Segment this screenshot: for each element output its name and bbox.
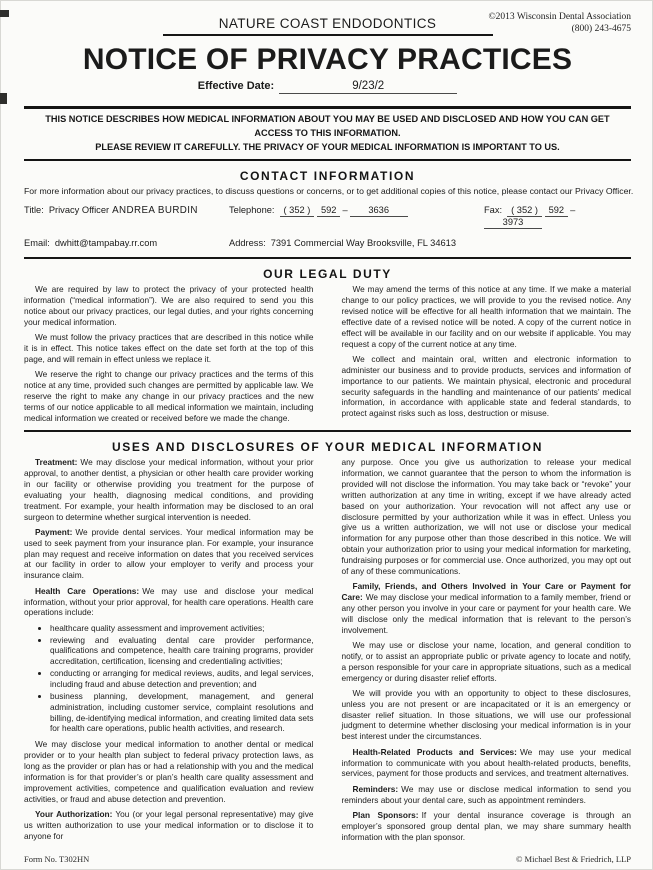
copyright-line: ©2013 Wisconsin Dental Association [488,12,631,22]
paragraph-label: Payment: [35,526,73,537]
fax-field [484,205,631,229]
effective-date-label: Effective Date: [197,80,275,92]
fax-area: ( 352 ) [507,205,542,217]
paragraph: We must follow the privacy practices that are described in this notice while it is in effect. This notice takes effect on the date set forth at the top of this page, and will remain in effect unless we replace it. [24,332,314,365]
email-label: Email: [24,238,50,249]
contact-section [24,161,634,259]
list-item: • business planning, development, management, and general administration, including customer service, complaint resolutions and billing, de-identifying medical information, and creating limited data sets for health care operations, public health activities, and research. [50,691,314,734]
address-value: 7391 Commercial Way Brooksville, FL 34613 [270,238,457,249]
header [24,8,631,100]
paragraph-text: If your dental insurance coverage is through an employer’s sponsored group dental plan, we may share summary health information with the plan sponsor. [341,809,631,842]
paragraph [24,809,314,842]
practice-name: NATURE COAST ENDODONTICS [163,16,493,36]
contact-row-1 [24,205,631,229]
email-value: dwhitt@tampabay.rr.com [54,238,158,249]
uses-section [24,432,631,847]
list-item: • reviewing and evaluating dental care provider performance, qualifications and competence, health care training programs, provider accreditation, certification, licensing and credentialing activities; [50,635,314,668]
title-role: Privacy Officer [48,205,110,216]
paragraph [342,747,632,780]
notice-banner-line2: PLEASE REVIEW IT CAREFULLY. THE PRIVACY OF YOUR MEDICAL INFORMATION IS IMPORTANT TO US. [95,141,560,152]
paragraph-label: Treatment: [35,457,78,468]
operations-bullet-list [39,623,314,735]
telephone-area: ( 352 ) [280,205,315,217]
paragraph [342,810,632,843]
paragraph [342,457,632,576]
paragraph: We reserve the right to change our privacy practices and the terms of this notice at any time, provided such changes are permitted by applicable law. We reserve the right to make any change in our privacy practices and the new terms of our notice applicable to all medical information we maintain, including medical information we created or received before we made the change. [24,369,314,423]
fax-prefix: 592 [545,205,569,217]
paragraph-text: We may use your medical information to communicate with you about health-related products, benefits, services, payment for those products and services, and treatment alternatives. [341,746,631,779]
scan-artifact [0,10,9,17]
paragraph-text: We may disclose your medical information to another dental or medical provider or to your health plan subject to federal privacy protection laws, as long as the provider or plan has or had a relationship with you and the medical information is for that provider’s or plan’s health care quality assessment and improvement activities, competence and qualification evaluation and review activities, or fraud and abuse detection and prevention. [24,739,314,804]
paragraph [342,581,632,635]
notice-banner [24,106,631,161]
legal-duty-right-column [342,284,632,428]
paragraph: We are required by law to protect the privacy of your protected health information (“medical information”). We are also required to send you this notice about our privacy practices, our legal duties, and your rights concerning your medical information. [24,284,314,327]
paragraph-text: We may use or disclose medical information to send you reminders about your dental care, such as appointment reminders. [341,783,631,805]
fax-label: Fax: [484,205,503,216]
paragraph-label: Plan Sponsors: [352,809,419,820]
legal-duty-heading: OUR LEGAL DUTY [263,267,392,282]
address-field [229,238,484,248]
legal-duty-section [24,259,631,432]
list-item: • healthcare quality assessment and improvement activities; [50,623,314,634]
contact-heading: CONTACT INFORMATION [239,169,416,184]
effective-date-value: 9/23/2 [279,80,457,94]
uses-columns [24,457,631,847]
telephone-label: Telephone: [229,205,275,216]
paragraph-text: We provide dental services. Your medical information may be used to seek payment from your insurance plan. For example, your insurance plan may request and receive information on dates that you received services at our facility in order to allow your employer to verify and process your insurance claim. [24,526,314,581]
telephone-prefix: 592 [317,205,341,217]
address-label: Address: [229,238,266,249]
paragraph-text: You (or your legal personal representative) may give us written authorization to use your medical information or to disclose it to anyone for [24,808,314,841]
paragraph [342,688,632,742]
notice-banner-line1: THIS NOTICE DESCRIBES HOW MEDICAL INFORMATION ABOUT YOU MAY BE USED AND DISCLOSED AND HOW YOU CAN GET ACCESS TO THIS INFORMATION. [45,114,610,138]
paragraph-text: We may disclose your medical information to a family member, friend or any other person you involve in your care or payment for your health care. We will disclose only the medical information that is relevant to the person’s involvement. [341,592,631,635]
title-label: Title: [24,205,44,216]
paragraph [24,457,314,522]
paragraph: We may amend the terms of this notice at any time. If we make a material change to our policy practices, we will provide to you the revised notice. Any revised notice will be effective for all health information that we maintain. The effective date of a revised notice will be noted. A copy of the current notice in effect will be available in our facility and on our website if applicable. You may request a copy of the current notice at any time. [341,284,631,349]
paragraph-text: We may use and disclose your medical information, without your prior approval, for health care operations. Health care operations include: [24,585,314,618]
paragraph [24,586,314,619]
scan-artifact [0,93,7,104]
paragraph-label: Health-Related Products and Services: [352,746,517,757]
telephone-line: 3636 [350,205,408,217]
paragraph [24,527,314,581]
association-copyright [488,11,631,36]
footer-copyright: © Michael Best & Friedrich, LLP [515,854,631,864]
telephone-field [229,205,484,217]
fax-dash: – [570,205,576,216]
legal-duty-left-column [24,284,314,428]
contact-row-2 [24,238,631,248]
copyright-phone: (800) 243-4675 [571,24,631,35]
paragraph-text: We will provide you with an opportunity to object to these disclosures, unless you are not present or are incapacitated or it is an emergency or disaster relief situation. In those situations, we will use our professional judgment to determine whether disclosing your medical information is in your best interest under the circumstances. [341,687,631,742]
paragraph: We collect and maintain oral, written and electronic information to administer our business and to provide products, services and information of importance to our patients. We maintain physical, electronic and procedural security safeguards in the handling and maintenance of our patients’ medical information, in accordance with applicable state and federal standards, to protect against risks such as loss, destruction or misuse. [341,354,631,419]
list-item: • conducting or arranging for medical reviews, audits, and legal services, including fraud and abuse detection and prevention; and [50,668,314,690]
uses-left-column [24,457,314,847]
page-title: NOTICE OF PRIVACY PRACTICES [82,43,573,76]
paragraph [342,640,632,683]
uses-right-column [342,457,632,847]
paragraph-text: any purpose. Once you give us authorization to release your medical information, we cannot guarantee that the person to whom the information is provided will not disclose the information. You may take back or “revoke” your written authorization at any time in writing, except if we have already acted based on your authorization. Your revocation will not affect any use or disclosure permitted by your authorization while it was in effect. Unless you give us a written authorization, we will not use or disclose your medical information for any purpose other than those described in this notice. We will obtain your authorization prior to using your medical information for marketing, fundraising purposes or for commercial use. Once authorized, you may opt out of any of these communications. [341,457,631,576]
paragraph-text: We may disclose your medical information, without your prior approval, to another dentist, a physician or other health care provider working in our facility or otherwise providing you treatment for the purpose of evaluating your health, diagnosing medical conditions, and providing treatment. For example, your health information may be disclosed to an oral surgeon to determine whether surgical intervention is needed. [24,457,314,522]
email-field [24,238,229,248]
paragraph-label: Health Care Operations: [35,585,140,596]
footer [24,851,631,864]
paragraph-label: Reminders: [352,783,399,794]
form-number: Form No. T302HN [24,854,90,864]
paragraph-label: Family, Friends, and Others Involved in Your Care or Payment for Care: [341,581,631,603]
legal-duty-columns [24,284,631,428]
paragraph-text: We may use or disclose your name, location, and general condition to notify, or to assist an appropriate public or private agency to locate and notify, a person responsible for your care in appropriate situations, such as a medical emergency or during disaster relief efforts. [341,639,631,683]
paragraph [24,739,314,804]
title-field [24,205,229,216]
uses-heading: USES AND DISCLOSURES OF YOUR MEDICAL INFORMATION [111,440,544,455]
contact-intro: For more information about our privacy practices, to discuss questions or concerns, or to get additional copies of this notice, please contact our Privacy Officer. [24,186,634,197]
paragraph-label: Your Authorization: [35,808,113,819]
fax-line: 3973 [484,217,542,229]
paragraph [342,784,632,806]
effective-date-row [24,80,631,94]
privacy-officer-name: ANDREA BURDIN [112,205,198,217]
telephone-dash: – [342,205,348,216]
